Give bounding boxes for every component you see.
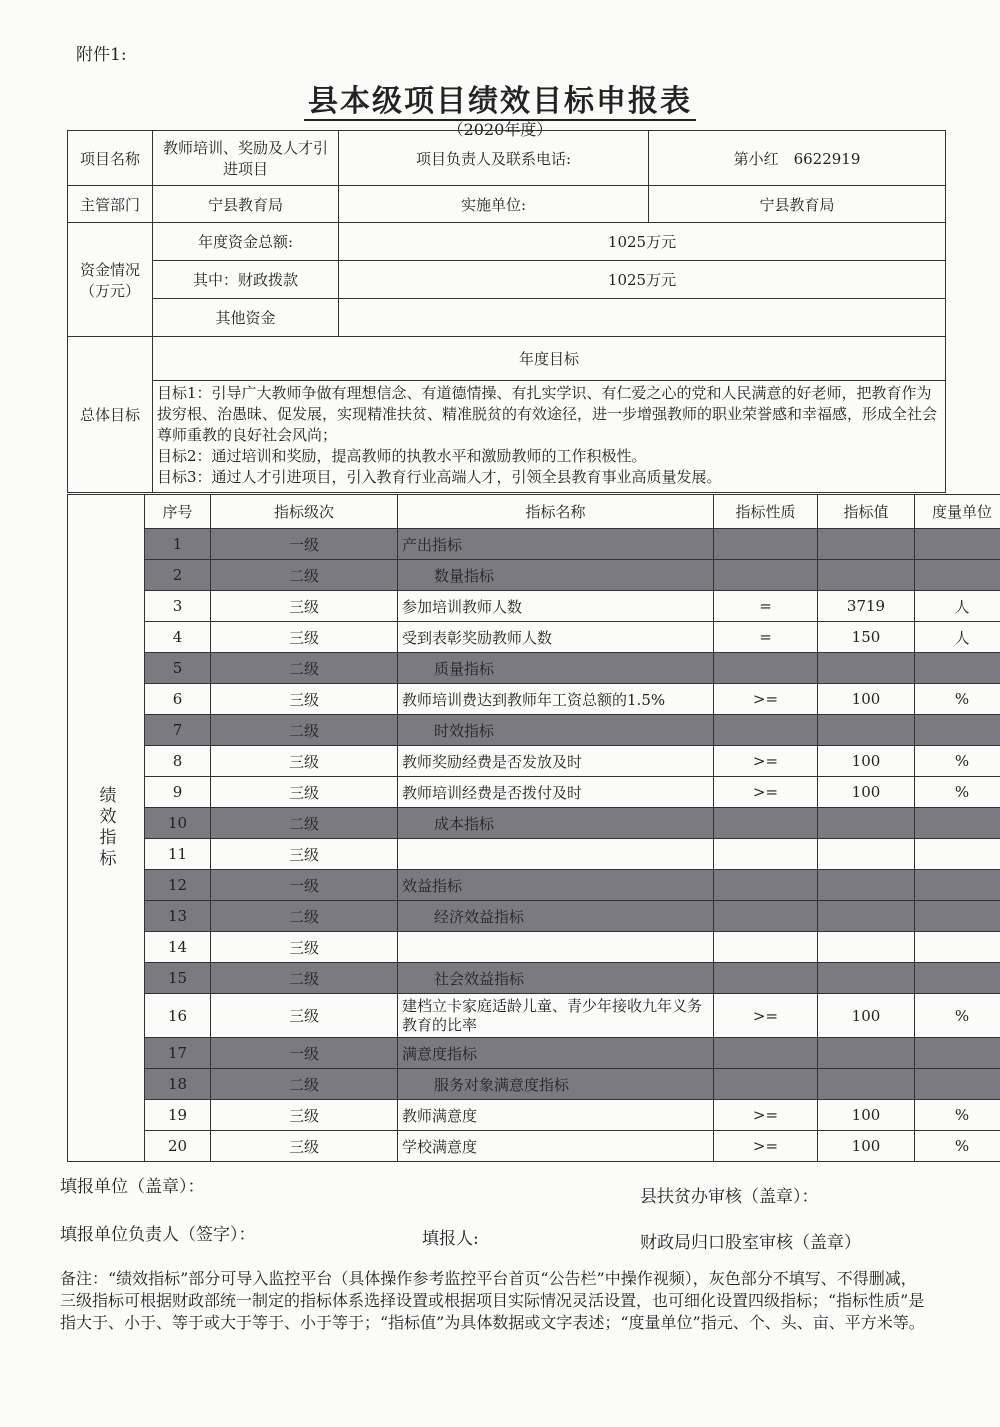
indicator-unit [915,808,1000,839]
indicator-no: 16 [145,994,211,1038]
indicator-unit: % [915,994,1000,1038]
indicator-op: >= [714,1100,818,1131]
indicator-unit: % [915,746,1000,777]
indicator-row [68,901,1000,932]
indicator-value [818,901,915,932]
indicator-level: 三级 [211,622,398,653]
indicator-row [68,808,1000,839]
fill-unit: 填报单位（盖章）： [60,1177,205,1197]
page-title-text: 县本级项目绩效目标申报表 [304,84,696,121]
goal-2: 目标2：通过培训和奖励，提高教师的执教水平和激励教师的工作积极性。 [157,447,647,465]
funds-other-value [339,299,946,337]
indicator-level: 二级 [211,560,398,591]
indicator-name: 产出指标 [398,529,714,560]
indicator-row [68,932,1000,963]
indicator-unit [915,1038,1000,1069]
indicator-value: 150 [818,622,915,653]
goals-header: 年度目标 [153,337,946,381]
indicator-name: 受到表彰奖励教师人数 [398,622,714,653]
goals-text [153,381,946,493]
indicator-value [818,653,915,684]
indicator-value [818,808,915,839]
indicator-no: 4 [145,622,211,653]
indicator-unit [915,870,1000,901]
header-unit: 度量单位 [915,495,1000,529]
indicator-name: 经济效益指标 [398,901,714,932]
indicator-name [398,839,714,870]
indicator-unit: 人 [915,591,1000,622]
indicator-level: 三级 [211,591,398,622]
indicator-row [68,622,1000,653]
indicator-level: 二级 [211,1069,398,1100]
indicator-row [68,715,1000,746]
indicator-level: 三级 [211,684,398,715]
indicator-row [68,1069,1000,1100]
indicator-no: 2 [145,560,211,591]
funds-total-label: 年度资金总额: [153,223,339,261]
indicator-level: 二级 [211,715,398,746]
fill-leader: 填报单位负责人（签字）： [60,1225,256,1245]
indicator-unit [915,963,1000,994]
indicator-name: 教师培训经费是否拨付及时 [398,777,714,808]
indicator-op [714,653,818,684]
indicator-no: 11 [145,839,211,870]
indicator-op [714,901,818,932]
indicator-name: 时效指标 [398,715,714,746]
indicator-unit: % [915,777,1000,808]
indicator-level: 二级 [211,901,398,932]
indicator-level: 二级 [211,808,398,839]
indicator-unit [915,839,1000,870]
indicator-value: 100 [818,684,915,715]
indicator-no: 1 [145,529,211,560]
indicator-level: 一级 [211,870,398,901]
indicator-row [68,591,1000,622]
indicator-row [68,870,1000,901]
indicator-row [68,1131,1000,1162]
header-level: 指标级次 [211,495,398,529]
indicator-level: 三级 [211,1131,398,1162]
indicator-level: 二级 [211,653,398,684]
indicator-level: 三级 [211,746,398,777]
indicator-name: 参加培训教师人数 [398,591,714,622]
indicator-row [68,746,1000,777]
indicator-level: 三级 [211,839,398,870]
indicator-row [68,684,1000,715]
indicator-no: 15 [145,963,211,994]
project-info-table [67,130,946,223]
indicator-unit [915,932,1000,963]
indicator-unit [915,653,1000,684]
note: 备注：“绩效指标”部分可导入监控平台（具体操作参考监控平台首页“公告栏”中操作视频），灰色部分不填写、不得删减，三级指标可根据财政部统一制定的指标体系选择设置或根据项目实际情况灵活设置，也可细化设置四级指标；“指标性质”是指大于、小于、等于或大于等于、小于等于；“指标值”为具体数据或文字表述；“度量单位”指元、个、头、亩、平方米等。 [60,1269,925,1332]
poverty-office: 县扶贫办审核（盖章）： [640,1187,819,1207]
filler: 填报人: [422,1229,479,1249]
indicator-unit: % [915,684,1000,715]
indicator-name: 教师满意度 [398,1100,714,1131]
indicator-row [68,994,1000,1038]
indicator-unit: % [915,1131,1000,1162]
indicator-op [714,870,818,901]
indicator-unit: 人 [915,622,1000,653]
funds-other-label: 其他资金 [153,299,339,337]
indicator-op: >= [714,1131,818,1162]
contact-value: 第小红 6622919 [649,131,946,186]
indicator-level: 三级 [211,1100,398,1131]
finance-review: 财政局归口股室审核（盖章） [640,1233,861,1253]
indicator-value [818,870,915,901]
dept-label: 主管部门 [68,186,153,223]
indicators-label: 绩效指标 [68,495,145,1162]
indicator-name: 质量指标 [398,653,714,684]
indicator-no: 6 [145,684,211,715]
impl-value: 宁县教育局 [649,186,946,223]
dept-value: 宁县教育局 [153,186,339,223]
indicator-value [818,932,915,963]
indicator-op [714,808,818,839]
indicator-level: 一级 [211,529,398,560]
indicator-no: 3 [145,591,211,622]
indicator-unit [915,560,1000,591]
indicator-value: 100 [818,1131,915,1162]
indicator-op [714,963,818,994]
indicator-op [714,932,818,963]
indicator-name: 服务对象满意度指标 [398,1069,714,1100]
indicator-row [68,529,1000,560]
indicator-op [714,839,818,870]
funds-label: 资金情况（万元） [68,223,153,337]
impl-label: 实施单位: [339,186,649,223]
indicator-name: 效益指标 [398,870,714,901]
indicator-row [68,653,1000,684]
header-no: 序号 [145,495,211,529]
indicator-op: >= [714,777,818,808]
goals-table [67,336,946,493]
indicator-no: 17 [145,1038,211,1069]
indicator-value [818,839,915,870]
indicator-op [714,1069,818,1100]
indicator-level: 三级 [211,994,398,1038]
goals-label: 总体目标 [68,337,153,493]
indicator-no: 10 [145,808,211,839]
page-title [0,76,1000,120]
indicators-table [67,494,1000,1162]
funds-fiscal-label: 其中：财政拨款 [153,261,339,299]
indicator-value [818,1069,915,1100]
indicator-no: 13 [145,901,211,932]
indicator-level: 三级 [211,777,398,808]
indicator-op: = [714,591,818,622]
indicator-no: 12 [145,870,211,901]
indicator-op: >= [714,684,818,715]
header-value: 指标值 [818,495,915,529]
indicator-no: 19 [145,1100,211,1131]
indicator-value: 100 [818,1100,915,1131]
indicator-unit: % [915,1100,1000,1131]
indicator-value [818,529,915,560]
indicator-no: 5 [145,653,211,684]
indicator-level: 一级 [211,1038,398,1069]
goal-1: 目标1：引导广大教师争做有理想信念、有道德情操、有扎实学识、有仁爱之心的党和人民满意的好老师，把教育作为拔穷根、治愚昧、促发展，实现精准扶贫、精准脱贫的有效途径，进一步增强教师的职业荣誉感和幸福感，形成全社会尊师重教的良好社会风尚； [157,384,938,444]
indicator-op [714,1038,818,1069]
indicator-value: 100 [818,777,915,808]
indicator-row [68,560,1000,591]
indicator-name: 学校满意度 [398,1131,714,1162]
indicator-value [818,560,915,591]
indicator-row [68,963,1000,994]
indicator-value: 100 [818,994,915,1038]
indicator-value [818,963,915,994]
indicator-no: 7 [145,715,211,746]
indicator-row [68,777,1000,808]
indicator-value: 3719 [818,591,915,622]
indicator-name: 教师培训费达到教师年工资总额的1.5% [398,684,714,715]
indicator-value [818,1038,915,1069]
indicator-row [68,839,1000,870]
indicator-name: 社会效益指标 [398,963,714,994]
indicator-no: 9 [145,777,211,808]
indicator-op: >= [714,746,818,777]
attachment-label: 附件1: [76,45,127,65]
indicator-name: 成本指标 [398,808,714,839]
indicator-level: 二级 [211,963,398,994]
indicator-unit [915,901,1000,932]
indicator-no: 18 [145,1069,211,1100]
indicator-no: 14 [145,932,211,963]
project-name-label: 项目名称 [68,131,153,186]
indicator-op [714,715,818,746]
project-name-value: 教师培训、奖励及人才引进项目 [153,131,339,186]
contact-label: 项目负责人及联系电话: [339,131,649,186]
indicator-value: 100 [818,746,915,777]
indicator-op [714,560,818,591]
funds-table [67,222,946,337]
indicator-no: 20 [145,1131,211,1162]
indicator-name: 数量指标 [398,560,714,591]
indicator-row [68,1100,1000,1131]
funds-total-value: 1025万元 [339,223,946,261]
indicator-row [68,1038,1000,1069]
indicator-unit [915,1069,1000,1100]
indicator-op: = [714,622,818,653]
year-label: （2020年度） [447,120,553,139]
indicator-unit [915,715,1000,746]
goal-3: 目标3：通过人才引进项目，引入教育行业高端人才，引领全县教育事业高质量发展。 [157,468,722,486]
indicator-name: 满意度指标 [398,1038,714,1069]
header-name: 指标名称 [398,495,714,529]
indicator-name: 教师奖励经费是否发放及时 [398,746,714,777]
header-type: 指标性质 [714,495,818,529]
indicator-name: 建档立卡家庭适龄儿童、青少年接收九年义务教育的比率 [398,994,714,1038]
indicator-op: >= [714,994,818,1038]
indicator-op [714,529,818,560]
indicator-value [818,715,915,746]
indicator-level: 三级 [211,932,398,963]
indicator-unit [915,529,1000,560]
indicator-no: 8 [145,746,211,777]
funds-fiscal-value: 1025万元 [339,261,946,299]
indicator-name [398,932,714,963]
